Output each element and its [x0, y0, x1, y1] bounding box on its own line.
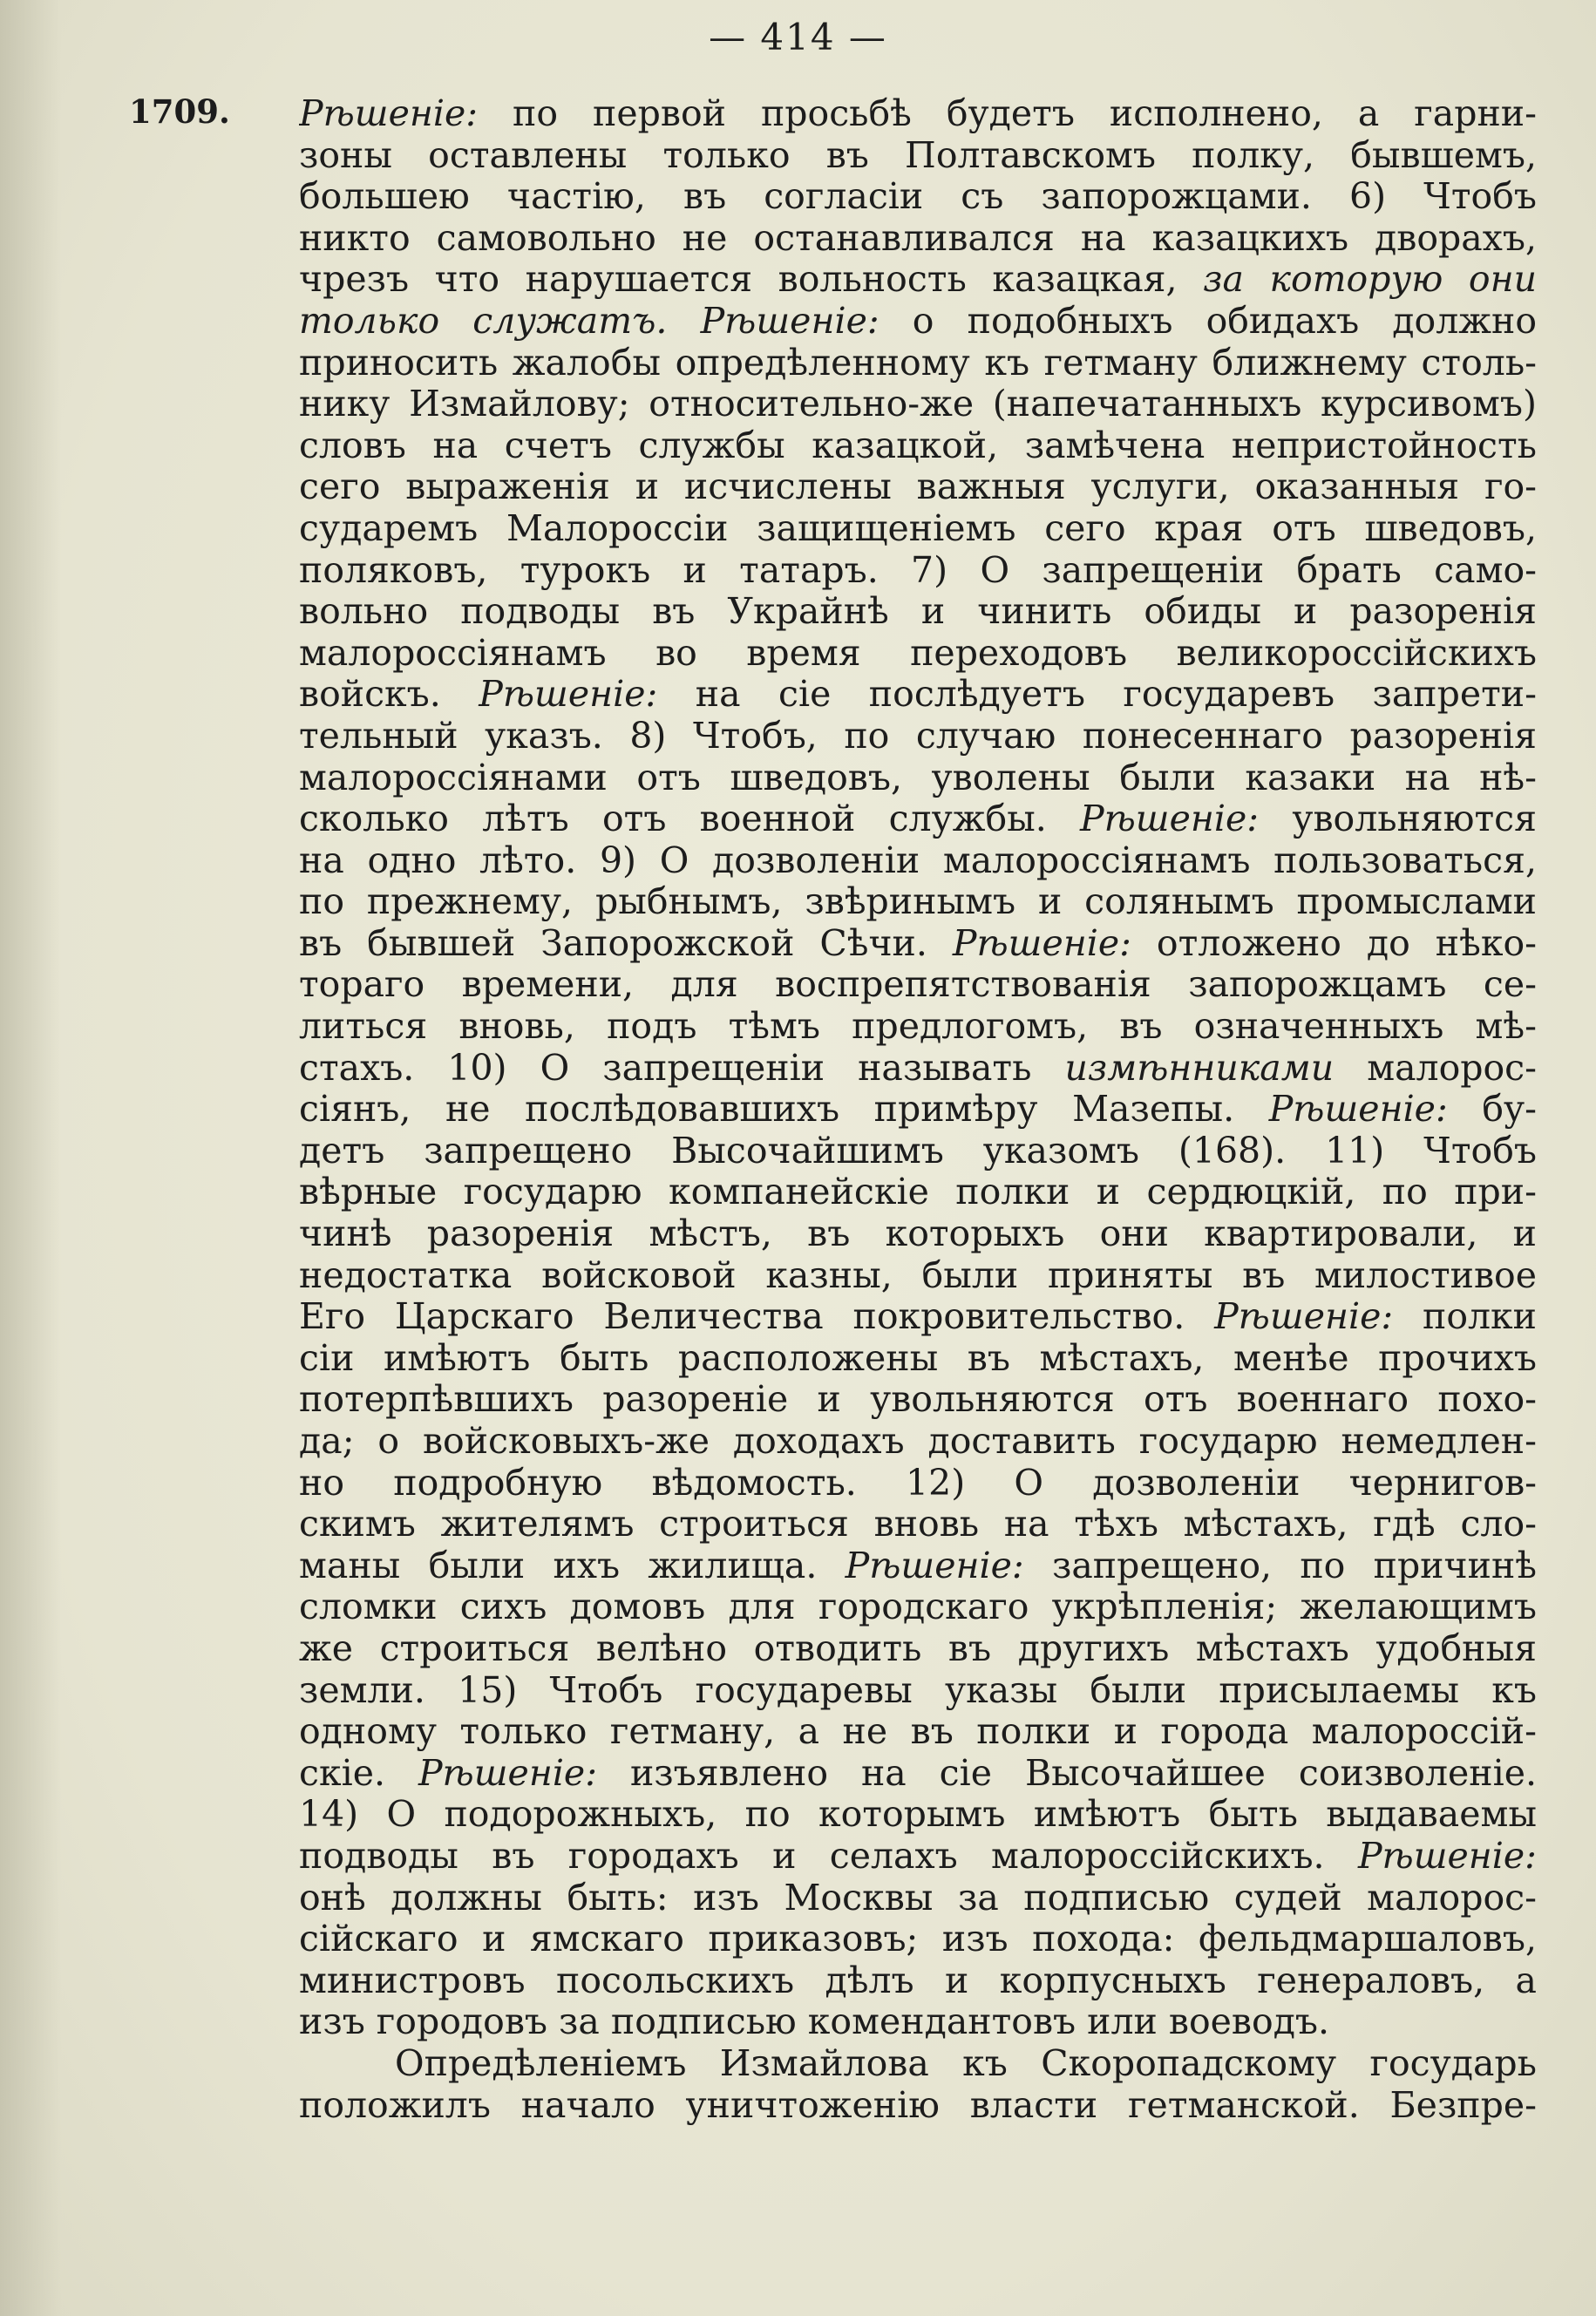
text-line — [299, 2043, 1537, 2085]
text-segment: войскъ. — [299, 674, 479, 716]
body-text — [299, 93, 1537, 2126]
text-line — [299, 1794, 1537, 1836]
text-line — [299, 674, 1537, 716]
text-segment: о подобныхъ обидахъ должно — [879, 300, 1537, 342]
text-segment: вѣрные государю компанейскіе полки и сердюцкій, по при- — [299, 1172, 1537, 1213]
text-segment: малороссіянамъ во время переходовъ великороссійскихъ — [299, 632, 1537, 674]
text-segment: вольно подводы въ Украйнѣ и чинить обиды и разоренія — [299, 591, 1537, 633]
text-segment: скіе. — [299, 1752, 418, 1794]
text-line — [299, 1711, 1537, 1753]
text-segment: малороссіянами отъ шведовъ, уволены были казаки на нѣ- — [299, 757, 1537, 798]
text-line — [299, 1463, 1537, 1504]
text-line — [299, 176, 1537, 218]
text-line — [299, 1213, 1537, 1255]
text-segment: изъ городовъ за подписью комендантовъ или воеводъ. — [299, 2001, 1330, 2043]
text-segment: сіи имѣютъ быть расположены въ мѣстахъ, менѣе прочихъ — [299, 1337, 1537, 1379]
text-line — [299, 1006, 1537, 1048]
text-segment: бу- — [1447, 1089, 1537, 1131]
text-line — [299, 1878, 1537, 1919]
page-number: — 414 — — [709, 16, 887, 58]
text-line — [299, 301, 1537, 343]
text-line — [299, 466, 1537, 508]
text-segment: сломки сихъ домовъ для городскаго укрѣпленія; желающимъ — [299, 1586, 1537, 1628]
text-segment: положилъ начало уничтоженію власти гетманской. Безпре- — [299, 2084, 1537, 2126]
text-line — [299, 1172, 1537, 1213]
text-segment: тораго времени, для воспрепятствованія запорожцамъ се- — [299, 964, 1537, 1006]
text-segment: полки — [1393, 1296, 1537, 1338]
text-line — [299, 1545, 1537, 1587]
text-line — [299, 1379, 1537, 1421]
text-segment: сударемъ Малороссіи защищеніемъ сего края отъ шведовъ, — [299, 507, 1537, 549]
text-line — [299, 591, 1537, 633]
text-segment: сійскаго и ямскаго приказовъ; изъ похода: фельдмаршаловъ, — [299, 1919, 1537, 1960]
text-line — [299, 425, 1537, 467]
text-line — [299, 964, 1537, 1006]
text-segment: приносить жалобы опредѣленному къ гетману ближнему столь- — [299, 342, 1537, 384]
text-segment: детъ запрещено Высочайшимъ указомъ (168). 11) Чтобъ — [299, 1130, 1537, 1172]
text-line — [299, 508, 1537, 550]
text-segment: чрезъ что нарушается вольность казацкая, — [299, 259, 1204, 301]
italic-text-segment: за которую они — [1203, 259, 1537, 301]
italic-text-segment: измѣнниками — [1064, 1047, 1335, 1089]
text-line — [299, 633, 1537, 675]
text-segment: потерпѣвшихъ разореніе и увольняются отъ военнаго похо- — [299, 1379, 1537, 1421]
text-line — [299, 135, 1537, 177]
text-segment: малорос- — [1334, 1047, 1537, 1089]
text-segment: на сіе послѣдуетъ государевъ запрети- — [657, 674, 1537, 716]
text-segment: словъ на счетъ службы казацкой, замѣчена непристойность — [299, 424, 1537, 466]
text-segment: большею частію, въ согласіи съ запорожцами. 6) Чтобъ — [299, 176, 1537, 218]
text-segment: одному только гетману, а не въ полки и города малороссій- — [299, 1711, 1537, 1753]
text-line — [299, 1089, 1537, 1131]
italic-text-segment: Рѣшеніе: — [479, 674, 658, 716]
text-line — [299, 1296, 1537, 1338]
text-segment: министровъ посольскихъ дѣлъ и корпусныхъ генераловъ, а — [299, 1959, 1537, 2001]
text-line — [299, 798, 1537, 840]
text-line — [299, 881, 1537, 923]
italic-text-segment: Рѣшеніе: — [952, 922, 1131, 964]
text-segment: изъявлено на сіе Высочайшее соизволеніе. — [597, 1752, 1537, 1794]
text-line — [299, 1753, 1537, 1795]
text-segment: по первой просьбѣ будетъ исполнено, а гарни- — [478, 93, 1537, 134]
text-line — [299, 343, 1537, 384]
text-line — [299, 1960, 1537, 2002]
italic-text-segment: только служатъ. Рѣшеніе: — [299, 300, 879, 342]
text-segment: никто самовольно не останавливался на казацкихъ дворахъ, — [299, 217, 1537, 259]
text-segment: сего выраженія и исчислены важныя услуги, оказанныя го- — [299, 466, 1537, 508]
text-line — [299, 840, 1537, 882]
text-segment: отложено до нѣко- — [1131, 922, 1537, 964]
text-line — [299, 757, 1537, 799]
text-line — [299, 218, 1537, 260]
text-line — [299, 259, 1537, 301]
text-line — [299, 2001, 1537, 2043]
text-segment: да; о войсковыхъ-же доходахъ доставить государю немедлен- — [299, 1421, 1537, 1462]
text-segment: земли. 15) Чтобъ государевы указы были присылаемы къ — [299, 1669, 1537, 1711]
text-line — [299, 1919, 1537, 1960]
text-segment: подводы въ городахъ и селахъ малороссійскихъ. — [299, 1835, 1358, 1877]
text-line — [299, 2085, 1537, 2127]
text-segment: запрещено, по причинѣ — [1023, 1545, 1537, 1586]
text-segment: увольняются — [1259, 798, 1537, 840]
text-segment: 14) О подорожныхъ, по которымъ имѣютъ быть выдаваемы — [299, 1794, 1537, 1836]
text-segment: тельный указъ. 8) Чтобъ, по случаю понесеннаго разоренія — [299, 715, 1537, 757]
text-line — [299, 550, 1537, 592]
text-line — [299, 923, 1537, 965]
text-segment: сколько лѣтъ отъ военной службы. — [299, 798, 1081, 840]
italic-text-segment: Рѣшеніе: — [1214, 1296, 1394, 1338]
text-segment: чинѣ разоренія мѣстъ, въ которыхъ они квартировали, и — [299, 1213, 1537, 1255]
text-line — [299, 1255, 1537, 1297]
text-segment: поляковъ, турокъ и татаръ. 7) О запрещеніи брать само- — [299, 549, 1537, 591]
margin-year: 1709. — [129, 92, 230, 131]
text-line — [299, 1836, 1537, 1878]
italic-text-segment: Рѣшеніе: — [1080, 798, 1260, 840]
text-line — [299, 1670, 1537, 1712]
text-segment: Его Царскаго Величества покровительство. — [299, 1296, 1215, 1338]
text-segment: недостатка войсковой казны, были приняты въ милостивое — [299, 1254, 1537, 1296]
text-segment: на одно лѣто. 9) О дозволеніи малороссіянамъ пользоваться, — [299, 839, 1537, 881]
text-line — [299, 716, 1537, 757]
text-segment: литься вновь, подъ тѣмъ предлогомъ, въ означенныхъ мѣ- — [299, 1006, 1537, 1048]
text-segment: по прежнему, рыбнымъ, звѣринымъ и солянымъ промыслами — [299, 881, 1537, 923]
text-segment: стахъ. 10) О запрещеніи называть — [299, 1047, 1065, 1089]
text-line — [299, 384, 1537, 425]
text-segment: зоны оставлены только въ Полтавскомъ полку, бывшемъ, — [299, 134, 1537, 176]
text-line — [299, 1338, 1537, 1380]
text-segment: сіянъ, не послѣдовавшихъ примѣру Мазепы. — [299, 1089, 1269, 1131]
italic-text-segment: Рѣшеніе: — [845, 1545, 1024, 1586]
text-segment: Опредѣленіемъ Измайлова къ Скоропадскому государь — [395, 2042, 1537, 2084]
text-line — [299, 1048, 1537, 1090]
page-gutter-shadow — [0, 0, 61, 2316]
text-line — [299, 1504, 1537, 1545]
italic-text-segment: Рѣшеніе: — [1357, 1835, 1537, 1877]
italic-text-segment: Рѣшеніе: — [299, 93, 479, 134]
text-line — [299, 93, 1537, 135]
italic-text-segment: Рѣшеніе: — [418, 1752, 598, 1794]
italic-text-segment: Рѣшеніе: — [1268, 1089, 1448, 1131]
text-segment: же строиться велѣно отводить въ другихъ мѣстахъ удобныя — [299, 1627, 1537, 1669]
text-segment: онѣ должны быть: изъ Москвы за подписью судей малорос- — [299, 1877, 1537, 1919]
text-segment: маны были ихъ жилища. — [299, 1545, 846, 1586]
text-segment: нику Измайлову; относительно-же (напечатанныхъ курсивомъ) — [299, 384, 1537, 425]
text-line — [299, 1586, 1537, 1628]
text-segment: въ бывшей Запорожской Сѣчи. — [299, 922, 953, 964]
text-segment: скимъ жителямъ строиться вновь на тѣхъ мѣстахъ, гдѣ сло- — [299, 1504, 1537, 1545]
text-line — [299, 1421, 1537, 1463]
text-line — [299, 1628, 1537, 1670]
text-line — [299, 1131, 1537, 1172]
text-segment: но подробную вѣдомость. 12) О дозволеніи чернигов- — [299, 1462, 1537, 1504]
